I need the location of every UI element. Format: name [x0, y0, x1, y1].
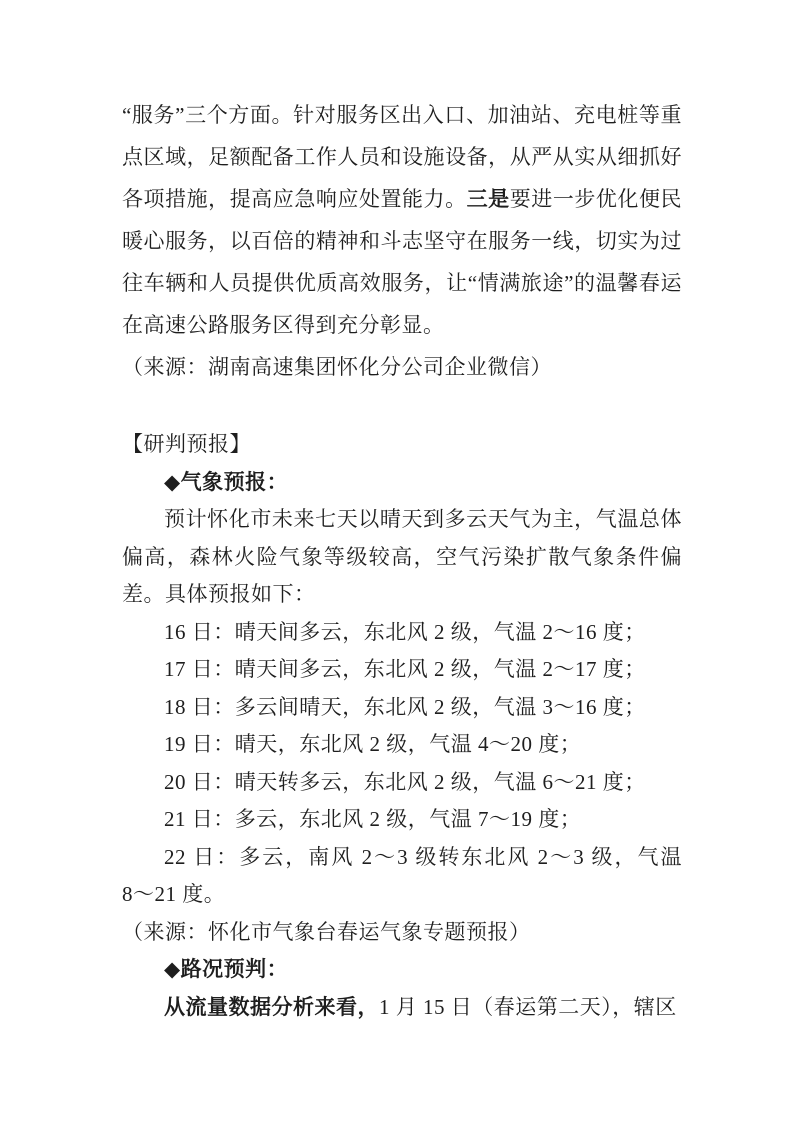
- text-run: 1 月 15 日（春运第二天），辖区: [379, 994, 677, 1019]
- text-run: ◆路况预判：: [164, 957, 289, 981]
- text-run: （来源：湖南高速集团怀化分公司企业微信）: [122, 355, 552, 379]
- source-weather-station: [122, 914, 682, 952]
- para-weather-summary: [122, 501, 682, 614]
- text-run: 22 日：多云，南风 2～3 级转东北风 2～3 级，气温: [164, 844, 682, 869]
- para-traffic-analysis: [122, 989, 682, 1027]
- text-run: 18 日：多云间晴天，东北风 2 级，气温 3～16 度；: [164, 694, 646, 719]
- text-run: 17 日：晴天间多云，东北风 2 级，气温 2～17 度；: [164, 657, 646, 681]
- text-run: 要进一步优化便民暖心服务，以百倍的精神和斗志坚守在服务一线，切实为过往车辆和人员提供优质高效服务，让“情满旅途”的温馨春运在高速公路服务区得到充分彰显。: [122, 187, 683, 337]
- text-run: 8～21: [122, 882, 177, 906]
- text-run: 度。: [176, 882, 226, 906]
- text-run: 21 日：多云，东北风 2 级，气温 7～19 度；: [164, 807, 582, 831]
- forecast-day-17: [122, 651, 682, 689]
- text-run: 16 日：晴天间多云，东北风 2 级，气温 2～16 度；: [164, 619, 646, 644]
- text-run: （来源：怀化市气象台春运气象专题预报）: [122, 919, 531, 944]
- document-body: [122, 94, 682, 1026]
- source-hunan-expressway: [122, 346, 682, 388]
- heading-research-forecast: [122, 426, 682, 464]
- subheading-road-condition: [122, 951, 682, 989]
- text-run: “服务”三个方面。针对服务区出入口、加油站、充电桩等重点区域，足额配备工作人员和设施设备，从严从实从细抓好各项措施，提高应急响应处置能力。: [122, 103, 682, 211]
- text-run: 预计怀化市未来七天以晴天到多云天气为主，气温总体偏高，森林火险气象等级较高，空气污染扩散气象条件偏差。具体预报如下：: [122, 507, 682, 606]
- forecast-day-19: [122, 726, 682, 764]
- text-run: 20 日：晴天转多云，东北风 2 级，气温 6～21 度；: [164, 769, 646, 794]
- subheading-weather-forecast: [122, 464, 682, 502]
- forecast-day-18: [122, 689, 682, 727]
- para-service-measures: [122, 94, 682, 346]
- forecast-day-21: [122, 801, 682, 839]
- forecast-day-22: [122, 839, 682, 914]
- text-run: 从流量数据分析来看，: [164, 994, 379, 1019]
- text-run: 【研判预报】: [122, 432, 251, 456]
- text-run: 三是: [466, 187, 510, 211]
- text-run: ◆气象预报：: [164, 469, 289, 494]
- text-run: 19 日：晴天，东北风 2 级，气温 4～20 度；: [164, 732, 582, 756]
- blank-line: [122, 388, 682, 426]
- forecast-day-20: [122, 764, 682, 802]
- forecast-day-16: [122, 614, 682, 652]
